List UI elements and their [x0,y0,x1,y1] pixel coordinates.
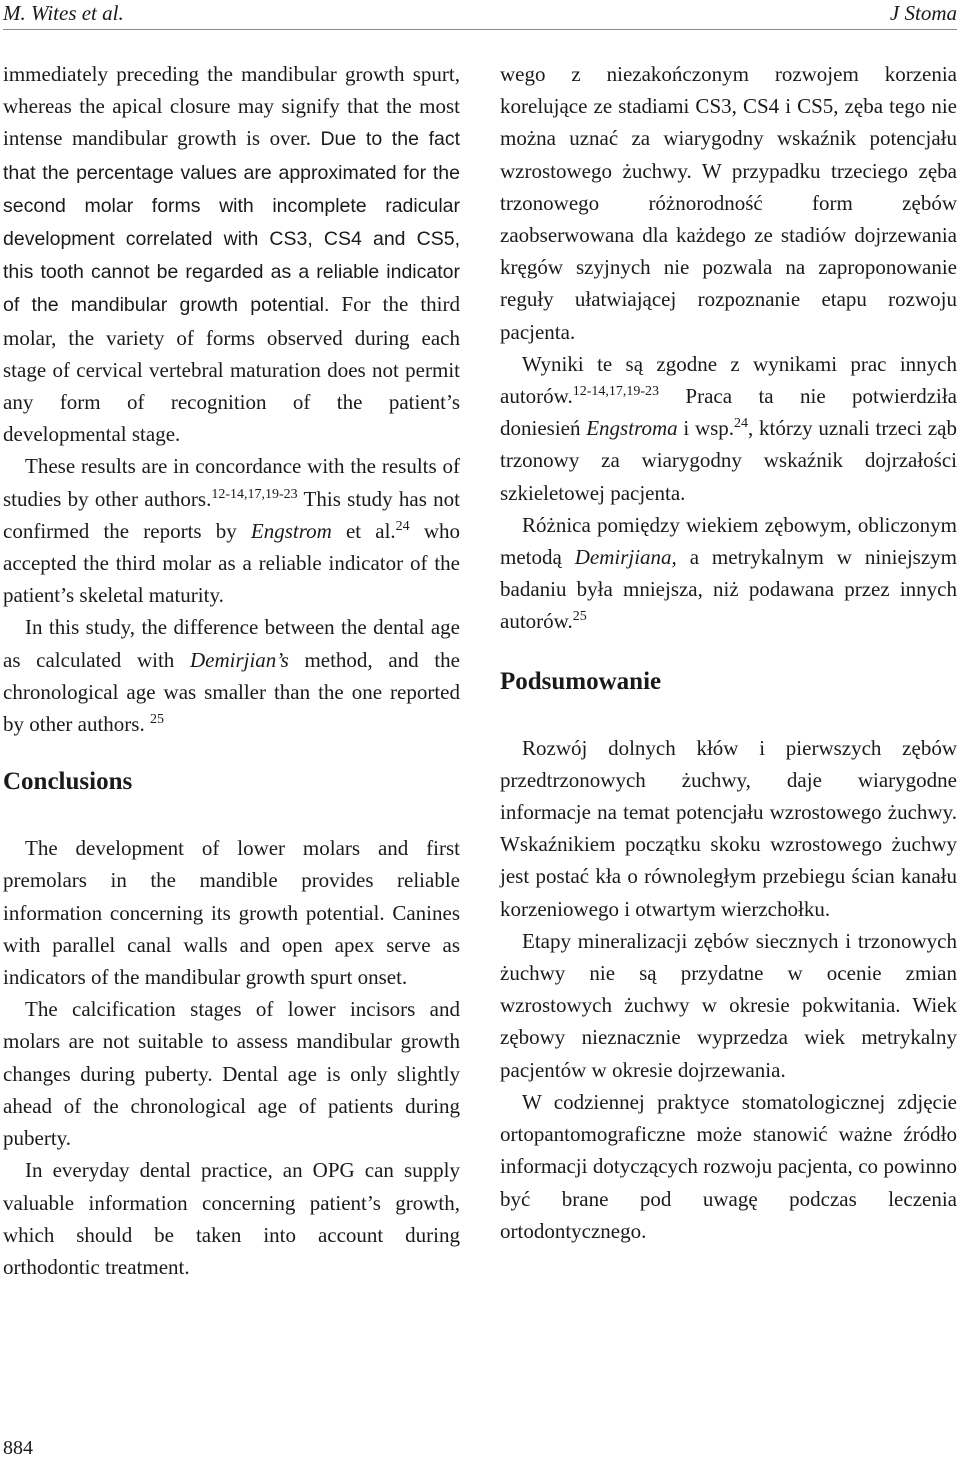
left-column [3,58,460,1283]
paragraph-text: , którzy uznali trzeci ząb trzonowy za wiarygodny wskaźnik dojrzałości szkieletowej pacjenta. [500,416,957,505]
citation-ref: 12-14,17,19-23 [572,384,660,400]
paragraph-conclusion-1: The development of lower molars and first premolars in the mandible provides reliable information concerning its growth potential. Canines with parallel canal walls and open apex serve as indicators of the mandibular growth spurt onset. [3,836,460,990]
paragraph-dyskusja-1: wego z niezakończonym rozwojem korzenia korelujące ze stadiami CS3, CS4 i CS5, zęba tego nie można uznać za wiarygodny wskaźnik potencjału wzrostowego żuchwy. W przypadku trzeciego zęba trzonowego różnorodność form zębów zaobserwowana dla każdego ze stadiów dojrzewania kręgów szyjnych nie pozwala na zaproponowanie reguły ułatwiającej rozpoznanie etapu rozwoju pacjenta. [500,62,957,344]
paragraph-text: who accepted the third molar as a reliable indicator of the patient’s skeletal maturity. [3,518,460,608]
author-name: Engstrom [250,518,332,543]
running-head-journal: J Stoma [889,1,957,25]
paragraph-conclusion-2: The calcification stages of lower incisors and molars are not suitable to assess mandibular growth changes during puberty. Dental age is only slightly ahead of the chronological age of patients during puberty. [3,997,460,1151]
paragraph-text: Różnica pomiędzy wiekiem zębowym, obliczonym metodą [500,512,957,570]
paragraph-text-sans: Due to the fact that the percentage values are approximated for the second molar forms with incomplete radicular development correlated with CS3, CS4 and CS5, this tooth cannot be regarded as a reliable indicator of the mandibular growth potential. [3,128,461,317]
citation-ref: 24 [395,518,410,534]
page-number: 884 [3,1437,33,1459]
running-head [3,0,957,26]
paragraph-text: These results are in concordance with the results of studies by other authors. [3,454,460,511]
paragraph-podsumowanie-2: Etapy mineralizacji zębów siecznych i trzonowych żuchwy nie są przydatne w ocenie zmian wzrostowych żuchwy w okresie pokwitania. Wiek zębowy nieznacznie wyprzedza wiek metrykalny pacjentów w okresie dojrzewania. [500,928,957,1082]
section-heading-podsumowanie: Podsumowanie [500,667,662,695]
section-heading-conclusions: Conclusions [3,768,133,796]
paragraph-text: In this study, the difference between the dental age as calculated with [3,615,460,672]
paragraph-discussion-2 [3,450,460,611]
right-column [500,58,957,1247]
paragraph-discussion-1 [3,58,460,450]
paragraph-text: a metrykalnym w niniejszym badaniu była mniejsza, niż podawana przez innych autorów. [500,545,957,634]
author-name: Demirjiana, [574,545,677,570]
paragraph-text: Wyniki te są zgodne z wynikami prac innych autorów. [500,351,957,409]
paragraph-text: et al. [331,518,396,543]
paragraph-text: Praca ta nie potwierdziła doniesień [500,384,957,441]
paragraph-text: This study has not confirmed the reports by [3,486,460,543]
paragraph-conclusion-3: In everyday dental practice, an OPG can supply valuable information concerning patient’s growth, which should be taken into account during orthodontic treatment. [3,1158,460,1279]
author-name: Demirjian’s [189,647,289,672]
citation-ref: 24 [734,416,749,432]
paragraph-podsumowanie-1: Rozwój dolnych kłów i pierwszych zębów przedtrzonowych żuchwy, daje wiarygodne informacje na temat potencjału wzrostowego żuchwy. Wskaźnikiem początku skoku wzrostowego żuchwy jest postać kła o równoległym przebiegu ścian kanału korzeniowego i otwartym wierzchołku. [500,735,957,921]
header-rule [3,29,957,30]
paragraph-dyskusja-2 [500,348,957,509]
paragraph-podsumowanie-3: W codziennej praktyce stomatologicznej zdjęcie ortopantomograficzne może stanowić ważne źródło informacji dotyczących rozwoju pacjenta, co powinno być brane pod uwagę podczas leczenia ortodontycznego. [500,1089,957,1243]
paragraph-text: method, and the chronological age was smaller than the one reported by other authors. [3,647,461,737]
citation-ref: 25 [572,609,587,625]
running-head-authors: M. Wites et al. [3,1,124,25]
paragraph-text: immediately preceding the mandibular growth spurt, whereas the apical closure may signify that the most intense mandibular growth is over. [3,62,460,151]
paragraph-dyskusja-3 [500,509,957,638]
paragraph-discussion-3 [3,611,460,740]
citation-ref: 25 [149,712,164,728]
citation-ref: 12-14,17,19-23 [211,486,298,502]
paragraph-text: i wsp. [677,416,735,441]
paragraph-text: For the third molar, the variety of forms observed during each stage of cervical vertebral maturation does not permit any form of recognition of the patient’s developmental stage. [3,292,460,447]
author-name: Engstroma [586,416,678,441]
